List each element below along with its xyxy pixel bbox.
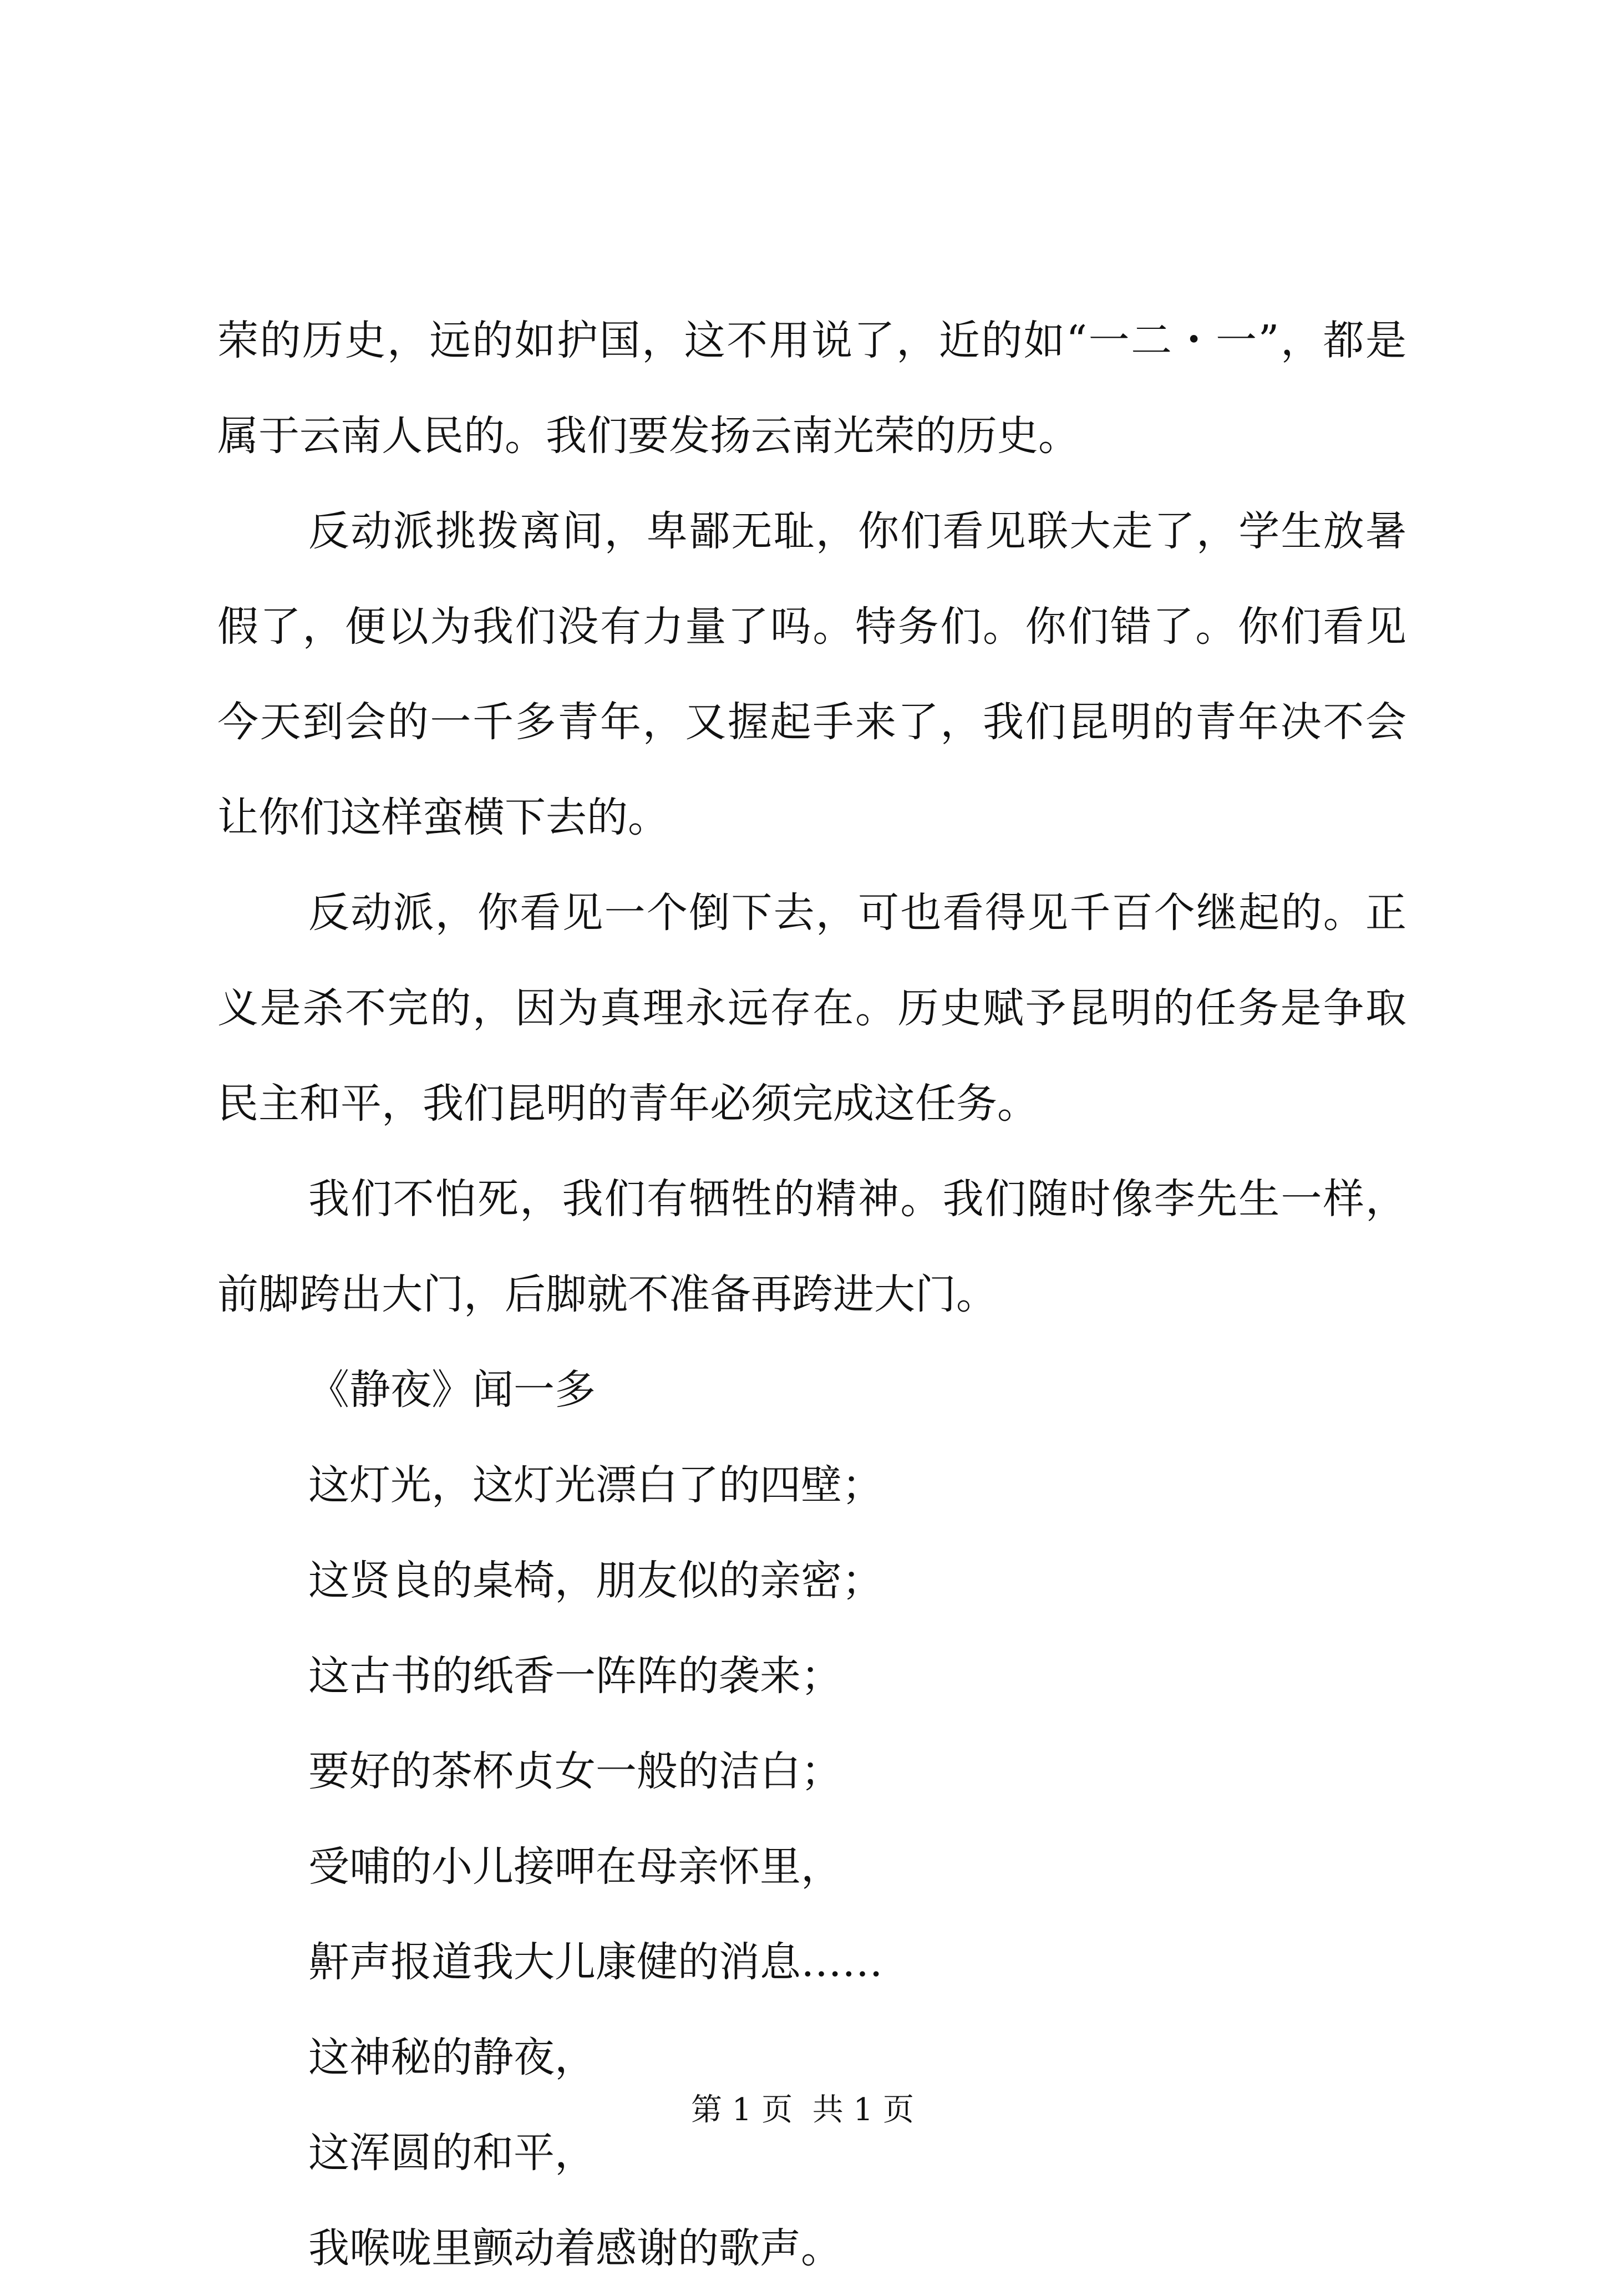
poem-line: 受哺的小儿接呷在母亲怀里， — [308, 1843, 842, 1891]
poem-line: 这神秘的静夜， — [308, 2034, 596, 2081]
paragraph: 我们不怕死，我们有牺牲的精神。我们随时像李先生一样，前脚跨出大门，后脚就不准备再跨进大门。 — [217, 1175, 1406, 1318]
paragraph: 反动派挑拨离间，卑鄙无耻，你们看见联大走了，学生放暑假了，便以为我们没有力量了吗。特务们。你们错了。你们看见今天到会的一千多青年，又握起手来了，我们昆明的青年决不会让你们这样蛮横下去的。 — [217, 507, 1406, 841]
document-body — [217, 293, 1406, 2296]
paragraph: 反动派，你看见一个倒下去，可也看得见千百个继起的。正义是杀不完的，因为真理永远存在。历史赋予昆明的任务是争取民主和平，我们昆明的青年必须完成这任务。 — [217, 889, 1406, 1127]
poem-line: 这灯光，这灯光漂白了的四壁； — [308, 1461, 883, 1509]
page-number-footer: 第 1 页 共 1 页 — [690, 2092, 915, 2128]
poem-line: 这浑圆的和平， — [308, 2129, 596, 2177]
poem-line: 要好的茶杯贞女一般的洁白； — [308, 1748, 842, 1795]
poem-title: 《静夜》闻一多 — [308, 1366, 596, 1414]
poem-line: 我喉咙里颤动着感谢的歌声。 — [308, 2224, 842, 2272]
poem-line: 鼾声报道我大儿康健的消息…… — [308, 1938, 883, 1986]
poem-line: 这古书的纸香一阵阵的袭来； — [308, 1652, 842, 1700]
paragraph-continuation: 荣的历史，远的如护国，这不用说了，近的如“一二・一”，都是属于云南人民的。我们要发扬云南光荣的历史。 — [217, 317, 1406, 460]
poem-line: 这贤良的桌椅，朋友似的亲密； — [308, 1557, 883, 1604]
